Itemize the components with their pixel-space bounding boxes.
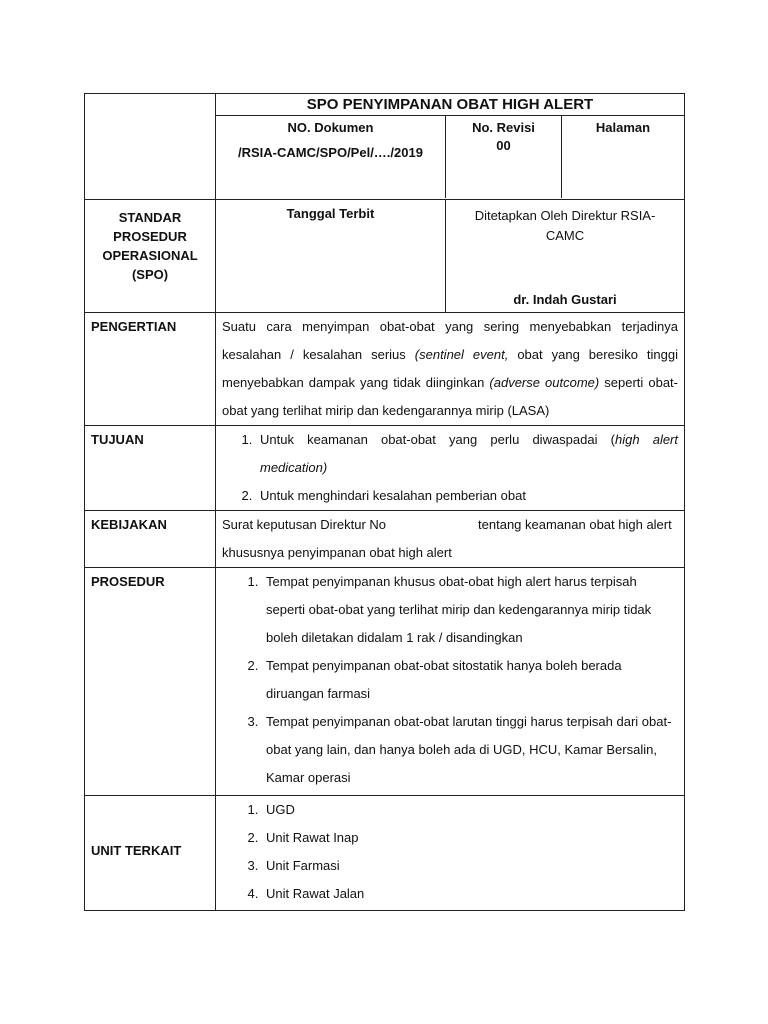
prosedur-item: 2. Tempat penyimpanan obat-obat sitostatik hanya boleh berada diruangan farmasi bbox=[262, 652, 678, 708]
pengertian-part-1: Suatu cara menyimpan obat-obat yang sering menyebabkan terjadinya kesalahan / kesalahan serius bbox=[222, 319, 678, 362]
tujuan-list bbox=[216, 426, 684, 510]
unit-item: 1. UGD bbox=[262, 796, 678, 824]
revisi-cell bbox=[446, 116, 562, 198]
pengertian-part-3: obat yang beresiko tinggi menyebabkan dampak yang tidak diinginkan bbox=[222, 347, 678, 390]
spo-row bbox=[85, 199, 684, 312]
revisi-value: 00 bbox=[496, 138, 511, 153]
tujuan-row bbox=[85, 425, 684, 510]
dokumen-cell bbox=[216, 116, 446, 198]
prosedur-item: 1. Tempat penyimpanan khusus obat-obat high alert harus terpisah seperti obat-obat yang terlihat mirip dan kedengarannya mirip tidak boleh diletakan didalam 1 rak / disandingkan bbox=[262, 568, 678, 652]
ditetapkan-text: Ditetapkan Oleh Direktur RSIA-CAMC bbox=[474, 208, 656, 243]
kebijakan-row bbox=[85, 510, 684, 567]
kebijakan-label: KEBIJAKAN bbox=[85, 511, 216, 567]
spo-label-text: STANDAR PROSEDUR OPERASIONAL (SPO) bbox=[102, 210, 198, 282]
pengertian-part-2: (sentinel event, bbox=[414, 347, 509, 362]
revisi-label: No. Revisi bbox=[472, 120, 535, 135]
pengertian-part-4: (adverse outcome) bbox=[489, 375, 600, 390]
tujuan-item bbox=[256, 426, 678, 482]
halaman-label: Halaman bbox=[595, 120, 651, 135]
kebijakan-text bbox=[216, 511, 684, 567]
prosedur-label: PROSEDUR bbox=[85, 568, 216, 795]
prosedur-list bbox=[216, 568, 684, 795]
header-content bbox=[216, 94, 684, 199]
ditetapkan-cell bbox=[446, 200, 684, 312]
spo-label bbox=[85, 200, 216, 312]
unit-terkait-label bbox=[85, 796, 216, 910]
header-grid bbox=[216, 116, 684, 198]
pengertian-text bbox=[216, 313, 684, 425]
tujuan-item: 2. Untuk menghindari kesalahan pemberian obat bbox=[256, 482, 678, 510]
tujuan-label: TUJUAN bbox=[85, 426, 216, 510]
document-title: SPO PENYIMPANAN OBAT HIGH ALERT bbox=[216, 94, 684, 116]
prosedur-item: 3. Tempat penyimpanan obat-obat larutan tinggi harus terpisah dari obat-obat yang lain, dan hanya boleh ada di UGD, HCU, Kamar Bersalin, Kamar operasi bbox=[262, 708, 678, 792]
unit-item: 2. Unit Rawat Inap bbox=[262, 824, 678, 852]
kebijakan-part-b: tentang keamanan obat high alert khususnya penyimpanan obat high alert bbox=[222, 517, 672, 560]
pengertian-label: PENGERTIAN bbox=[85, 313, 216, 425]
spo-content bbox=[216, 200, 684, 312]
logo-cell bbox=[85, 94, 216, 199]
halaman-cell bbox=[562, 116, 684, 198]
tanggal-terbit-label: Tanggal Terbit bbox=[216, 200, 446, 312]
unit-terkait-list bbox=[216, 796, 684, 910]
pengertian-row bbox=[85, 312, 684, 425]
spo-document bbox=[84, 93, 685, 911]
unit-item: 3. Unit Farmasi bbox=[262, 852, 678, 880]
pengertian-part-5: seperti obat-obat yang terlihat mirip dan kedengarannya mirip (LASA) bbox=[222, 375, 678, 418]
dokumen-label: NO. Dokumen bbox=[287, 120, 374, 135]
tujuan-item-1-text: Untuk keamanan obat-obat yang perlu diwaspadai ( bbox=[260, 432, 615, 447]
unit-item: 4. Unit Rawat Jalan bbox=[262, 880, 678, 908]
unit-terkait-label-text: UNIT TERKAIT bbox=[91, 842, 182, 858]
header-row bbox=[85, 94, 684, 199]
kebijakan-part-a: Surat keputusan Direktur No bbox=[222, 517, 387, 532]
prosedur-row bbox=[85, 567, 684, 795]
signer-name: dr. Indah Gustari bbox=[513, 292, 617, 307]
unit-terkait-row bbox=[85, 795, 684, 910]
dokumen-value: /RSIA-CAMC/SPO/Pel/…./2019 bbox=[238, 145, 423, 160]
tujuan-item-1-italic: high alert medication) bbox=[260, 432, 679, 475]
